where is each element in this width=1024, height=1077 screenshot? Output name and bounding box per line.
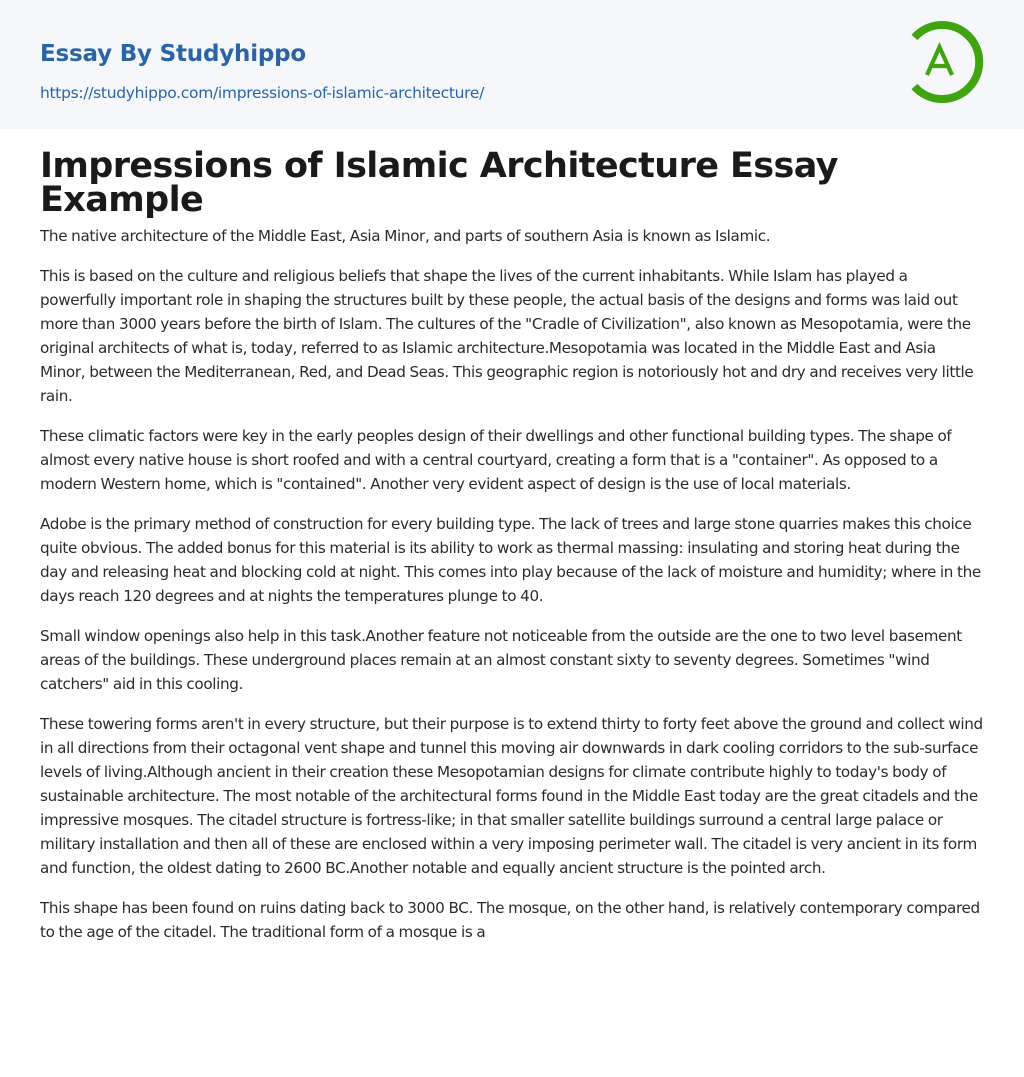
site-header — [0, 0, 1024, 129]
paragraph: These climatic factors were key in the early peoples design of their dwellings and other functional building types. The shape of almost every native house is short roofed and with a central courtyard, creating a form that is a "container". As opposed to a modern Western home, which is "contained". Another very evident aspect of design is the use of local materials. — [40, 427, 952, 493]
page-title: Impressions of Islamic Architecture Essay Example — [40, 146, 838, 220]
brand-title: Essay By Studyhippo — [40, 41, 307, 67]
studyhippo-logo-icon[interactable] — [906, 20, 988, 104]
paragraph: Small window openings also help in this task.Another feature not noticeable from the outside are the one to two level basement areas of the buildings. These underground places remain at an almost constant sixty to seventy degrees. Sometimes "wind catchers" aid in this cooling. — [40, 627, 962, 693]
paragraph: Adobe is the primary method of construction for every building type. The lack of trees and large stone quarries makes this choice quite obvious. The added bonus for this material is its ability to work as thermal massing: insulating and storing heat during the day and releasing heat and blocking cold at night. This comes into play because of the lack of moisture and humidity; where in the days reach 120 degrees and at nights the temperatures plunge to 40. — [40, 515, 981, 605]
essay-url-link[interactable]: https://studyhippo.com/impressions-of-islamic-architecture/ — [40, 84, 485, 102]
article-body — [0, 129, 1024, 944]
paragraph: These towering forms aren't in every structure, but their purpose is to extend thirty to forty feet above the ground and collect wind in all directions from their octagonal vent shape and tunnel this moving air downwards in dark cooling corridors to the sub-surface levels of living.Although ancient in their creation these Mesopotamian designs for climate contribute highly to today's body of sustainable architecture. The most notable of the architectural forms found in the Middle East today are the great citadels and the impressive mosques. The citadel structure is fortress-like; in that smaller satellite buildings surround a central large palace or military installation and then all of these are enclosed within a very imposing perimeter wall. The citadel is very ancient in its form and function, the oldest dating to 2600 BC.Another notable and equally ancient structure is the pointed arch. — [40, 715, 983, 877]
paragraph: The native architecture of the Middle East, Asia Minor, and parts of southern Asia is known as Islamic. — [40, 227, 771, 245]
paragraph: This is based on the culture and religious beliefs that shape the lives of the current inhabitants. While Islam has played a powerfully important role in shaping the structures built by these people, the actual basis of the designs and forms was laid out more than 3000 years before the birth of Islam. The cultures of the "Cradle of Civilization", also known as Mesopotamia, were the original architects of what is, today, referred to as Islamic architecture.Mesopotamia was located in the Middle East and Asia Minor, between the Mediterranean, Red, and Dead Seas. This geographic region is notoriously hot and dry and receives very little rain. — [40, 267, 974, 405]
paragraph: This shape has been found on ruins dating back to 3000 BC. The mosque, on the other hand, is relatively contemporary compared to the age of the citadel. The traditional form of a mosque is a — [40, 899, 980, 941]
